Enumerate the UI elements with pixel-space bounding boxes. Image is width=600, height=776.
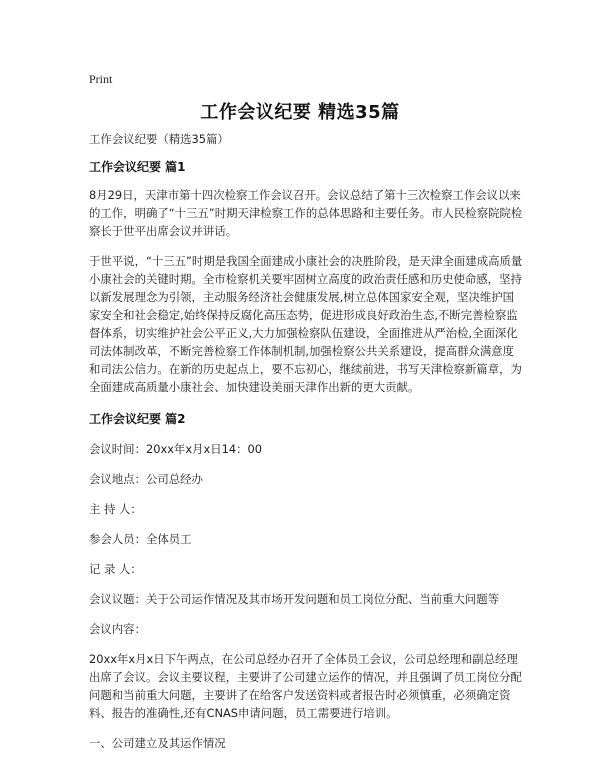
section-2-paragraph: 20xx年x月x日下午两点，在公司总经办召开了全体员工会议，公司总经理和副总经理出席了会议。会议主要议程，主要讲了公司建立运作的情况，并且强调了员工岗位分配问题和当前重大问题，主要讲了在给客户发送资料或者报告时必须慎重，必须确定资料、报告的准确性,还有CNAS申请问题，员工需要进行培训。 [89, 652, 522, 720]
section-heading-1: 工作会议纪要 篇1 [89, 160, 186, 174]
meeting-topics: 会议议题：关于公司运作情况及其市场开发问题和员工岗位分配、当前重大问题等 [89, 592, 500, 606]
page-title: 工作会议纪要 精选35篇 [200, 102, 400, 123]
meeting-location: 会议地点：公司总经办 [89, 472, 203, 486]
print-link[interactable]: Print [89, 72, 113, 86]
article-subtitle: 工作会议纪要（精选35篇） [89, 132, 229, 146]
section-1-paragraph-1: 8月29日，天津市第十四次检察工作会议召开。会议总结了第十三次检察工作会议以来的工作，明确了“十三五”时期天津检察工作的总体思路和主要任务。市人民检察院院检察长于世平出席会议并讲话。 [89, 188, 523, 238]
meeting-content-label: 会议内容： [89, 622, 146, 636]
meeting-host: 主 持 人： [89, 502, 142, 516]
meeting-attendees: 参会人员：全体员工 [89, 532, 192, 546]
section-heading-2: 工作会议纪要 篇2 [89, 412, 186, 426]
section-2-item-1: 一、公司建立及其运作情况 [89, 736, 226, 750]
meeting-recorder: 记 录 人： [89, 562, 142, 576]
meeting-time: 会议时间：20xx年x月x日14：00 [89, 442, 262, 456]
section-1-paragraph-2: 于世平说，“十三五”时期是我国全面建成小康社会的决胜阶段，是天津全面建成高质量小康社会的关键时期。全市检察机关要牢固树立高度的政治责任感和历史使命感，坚持以新发展理念为引领，主动服务经济社会健康发展,树立总体国家安全观，坚决维护国家安全和社会稳定,始终保持反腐化高压态势，促进形成良好政治生态,不断完善检察监督体系，切实维护社会公平正义,大力加强检察队伍建设，全面推进从严治检,全面深化司法体制改革，不断完善检察工作体制机制,加强检察公共关系建设，提高群众满意度和司法公信力。在新的历史起点上，要不忘初心，继续前进，书写天津检察新篇章，为全面建成高质量小康社会、加快建设美丽天津作出新的更大贡献。 [89, 254, 523, 394]
article-body [89, 130, 525, 752]
